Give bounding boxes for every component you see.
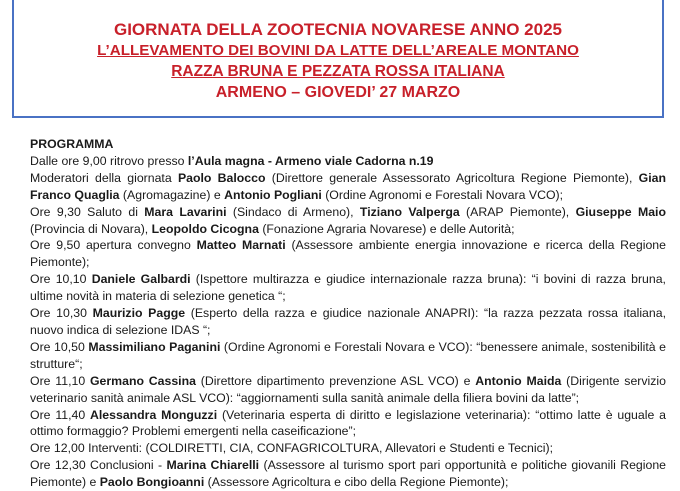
program-item-5: Ore 10,30 Maurizio Pagge (Esperto della razza e giudice nazionale ANAPRI): “la razza pezzata rossa italiana, nuovo indica di selezione IDAS “; (30, 306, 666, 337)
program-item-10: Ore 12,30 Conclusioni - Marina Chiarelli (Assessore al turismo sport pari opportunità e politiche giovanili Regione Piemonte) e Paolo Bongioanni (Assessore Agricoltura e cibo della Regione Piemonte); (30, 458, 667, 490)
program-item-8: Ore 11,40 Alessandra Monguzzi (Veterinaria esperta di diritto e legislazione veterinaria): “ottimo latte è uguale a ottimo formaggio? Problemi emergenti nella caseificazione”; (30, 407, 666, 439)
program-item-1: Moderatori della giornata Paolo Balocco (Direttore generale Assessorato Agricoltura Regione Piemonte), Gian Franco Quaglia (Agromagazine) e Antonio Pogliani (Ordine Agronomi e Forestali Novara VCO); (30, 170, 667, 202)
event-header (12, 0, 664, 118)
program-item-3: Ore 9,50 apertura convegno Matteo Marnati (Assessore ambiente energia innovazione e ricerca della Regione Piemonte); (30, 238, 666, 270)
program-title: PROGRAMMA (30, 137, 114, 151)
event-title: GIORNATA DELLA ZOOTECNIA NOVARESE ANNO 2025 (113, 20, 563, 39)
event-subtitle: L’ALLEVAMENTO DEI BOVINI DA LATTE DELL’AREALE MONTANO (97, 42, 579, 59)
program-item-9: Ore 12,00 Interventi: (COLDIRETTI, CIA, CONFAGRICOLTURA, Allevatori e Studenti e Tecnici); (30, 441, 554, 456)
program-item-0: Dalle ore 9,00 ritrovo presso l’Aula magna - Armeno viale Cadorna n.19 (30, 153, 434, 168)
program-item-7: Ore 11,10 Germano Cassina (Direttore dipartimento prevenzione ASL VCO) e Antonio Maida (Dirigente servizio veterinario sanità animale ASL VCO): “aggiornamenti sulla sanità animale della filiera bovini da latte”; (30, 373, 666, 405)
event-date-location: ARMENO – GIOVEDI’ 27 MARZO (215, 84, 461, 101)
program-section (30, 136, 666, 491)
program-item-2: Ore 9,30 Saluto di Mara Lavarini (Sindaco di Armeno), Tiziano Valperga (ARAP Piemonte), Giuseppe Maio (Provincia di Novara), Leopoldo Cicogna (Fonazione Agraria Novarese) e delle Autorità; (30, 204, 666, 236)
program-item-6: Ore 10,50 Massimiliano Paganini (Ordine Agronomi e Forestali Novara e VCO): “benessere animale, sostenibilità e strutture“; (30, 339, 666, 371)
event-breeds: RAZZA BRUNA E PEZZATA ROSSA ITALIANA (171, 63, 505, 80)
program-item-4: Ore 10,10 Daniele Galbardi (Ispettore multirazza e giudice internazionale razza bruna): “i bovini di razza bruna, ultime novità in materia di selezione genetica “; (30, 272, 666, 304)
